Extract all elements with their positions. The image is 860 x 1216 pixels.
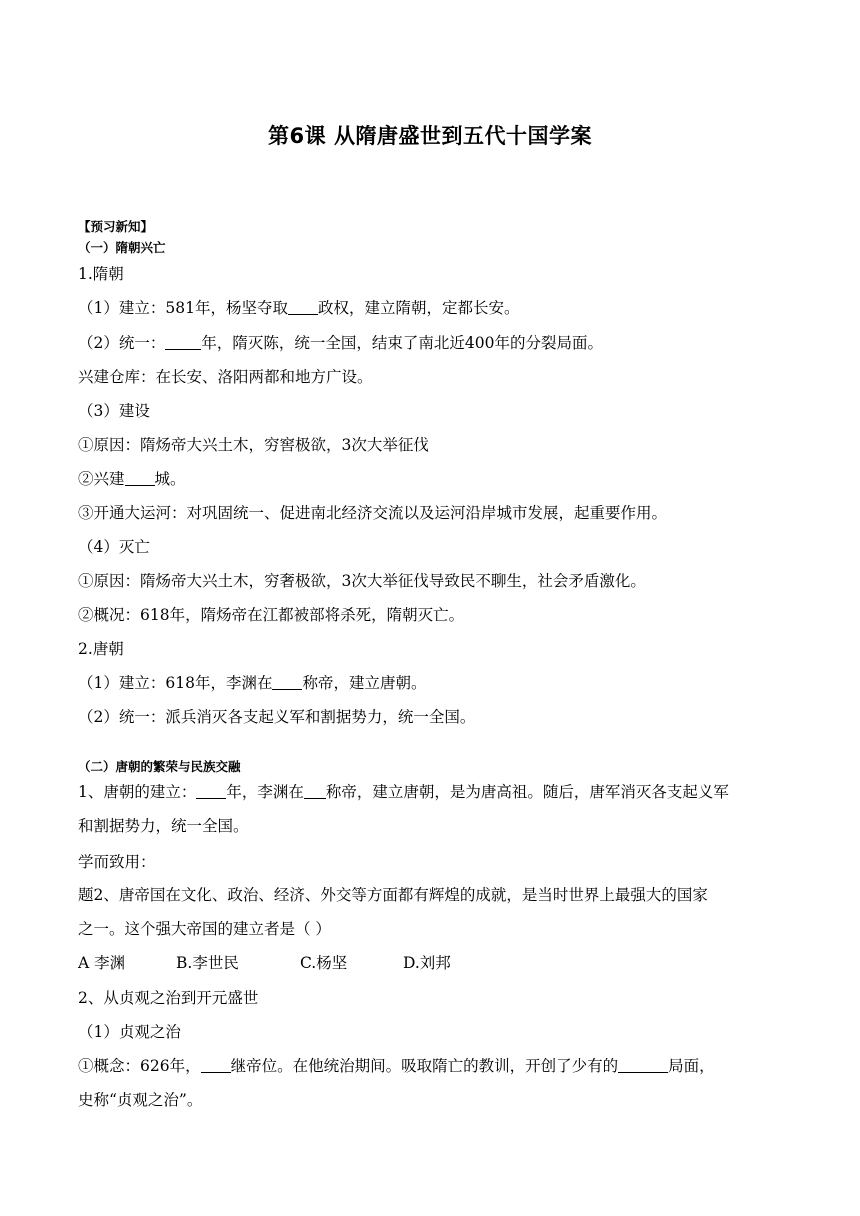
zhenguan-concept-text-c: 局面， [668, 1057, 715, 1075]
section-heading-sui: （一）隋朝兴亡 [78, 240, 166, 255]
option-b[interactable]: B.李世民 [176, 954, 239, 972]
city-line [78, 469, 186, 489]
page-title: 第6课 从隋唐盛世到五代十国学案 [268, 124, 592, 148]
option-c[interactable]: C.杨坚 [300, 954, 348, 972]
sui-heading: 1.隋朝 [78, 265, 124, 283]
zhenguan-concept-text-b: 继帝位。在他统治期间。吸取隋亡的教训，开创了少有的 [230, 1057, 619, 1075]
fill-blank[interactable] [618, 1057, 668, 1073]
tang-heading: 2.唐朝 [78, 640, 124, 658]
zhenguan-concept-line [78, 1056, 715, 1076]
tang-unify-line: （2）统一：派兵消灭各支起义军和割据势力，统一全国。 [78, 708, 476, 726]
option-a[interactable]: A 李渊 [78, 954, 126, 972]
sui-unify-line [78, 333, 603, 353]
fill-blank[interactable] [196, 783, 226, 799]
sui-unify-text-a: （2）统一： [78, 334, 166, 352]
tang-establish-text-b: 年，李渊在 [226, 783, 304, 801]
construction-reason: ①原因：隋炀帝大兴土木，穷窖极欲，3次大举征伐 [78, 436, 429, 454]
fill-blank[interactable] [272, 674, 302, 690]
zhenguan-concept-cont: 史称“贞观之治”。 [78, 1091, 203, 1109]
zhenguan-concept-text-a: ①概念：626年， [78, 1057, 201, 1075]
fall-heading: （4）灭亡 [78, 538, 150, 556]
sui-founding-text-b: 政权，建立隋朝，定都长安。 [317, 299, 520, 317]
city-text-b: 城。 [154, 470, 186, 488]
tang-establish-text-c: 称帝，建立唐朝，是为唐高祖。随后，唐军消灭各支起义军 [325, 783, 729, 801]
sui-founding-line [78, 298, 519, 318]
apply-heading: 学而致用： [78, 853, 156, 871]
tang-founding-line [78, 673, 426, 693]
fall-overview: ②概况：618年，隋炀帝在江都被部将杀死，隋朝灭亡。 [78, 606, 465, 624]
fill-blank[interactable] [288, 299, 318, 315]
fill-blank[interactable] [304, 783, 326, 799]
question-2-line2: 之一。这个强大帝国的建立者是（ ） [78, 920, 331, 938]
tang-establish-line [78, 782, 729, 802]
option-d[interactable]: D.刘邦 [403, 954, 451, 972]
tang-establish-cont: 和割据势力，统一全国。 [78, 817, 249, 835]
construction-heading: （3）建设 [78, 402, 150, 420]
tang-establish-text-a: 1、唐朝的建立： [78, 783, 197, 801]
fill-blank[interactable] [201, 1057, 231, 1073]
fill-blank[interactable] [125, 470, 155, 486]
fall-reason: ①原因：隋炀帝大兴土木，穷奢极欲，3次大举征伐导致民不聊生，社会矛盾激化。 [78, 572, 646, 590]
zhenguan-heading: （1）贞观之治 [78, 1023, 181, 1041]
question-2-options [78, 953, 451, 973]
granary-line: 兴建仓库：在长安、洛阳两都和地方广设。 [78, 368, 373, 386]
tang-founding-text-b: 称帝，建立唐朝。 [302, 674, 427, 692]
sui-unify-text-b: 年，隋灭陈，统一全国，结束了南北近400年的分裂局面。 [201, 334, 603, 352]
question-2-line1: 题2、唐帝国在文化、政治、经济、外交等方面都有辉煌的成就，是当时世界上最强大的国家 [78, 886, 708, 904]
preview-header: 【预习新知】 [78, 219, 154, 234]
city-text-a: ②兴建 [78, 470, 125, 488]
sui-founding-text-a: （1）建立：581年，杨坚夺取 [78, 299, 288, 317]
section-heading-tang: （二）唐朝的繁荣与民族交融 [78, 759, 241, 774]
tang-founding-text-a: （1）建立：618年，李渊在 [78, 674, 273, 692]
canal-line: ③开通大运河：对巩固统一、促进南北经济交流以及运河沿岸城市发展，起重要作用。 [78, 504, 668, 522]
zhenguan-kaiyuan-heading: 2、从贞观之治到开元盛世 [78, 989, 259, 1007]
fill-blank[interactable] [165, 334, 201, 350]
